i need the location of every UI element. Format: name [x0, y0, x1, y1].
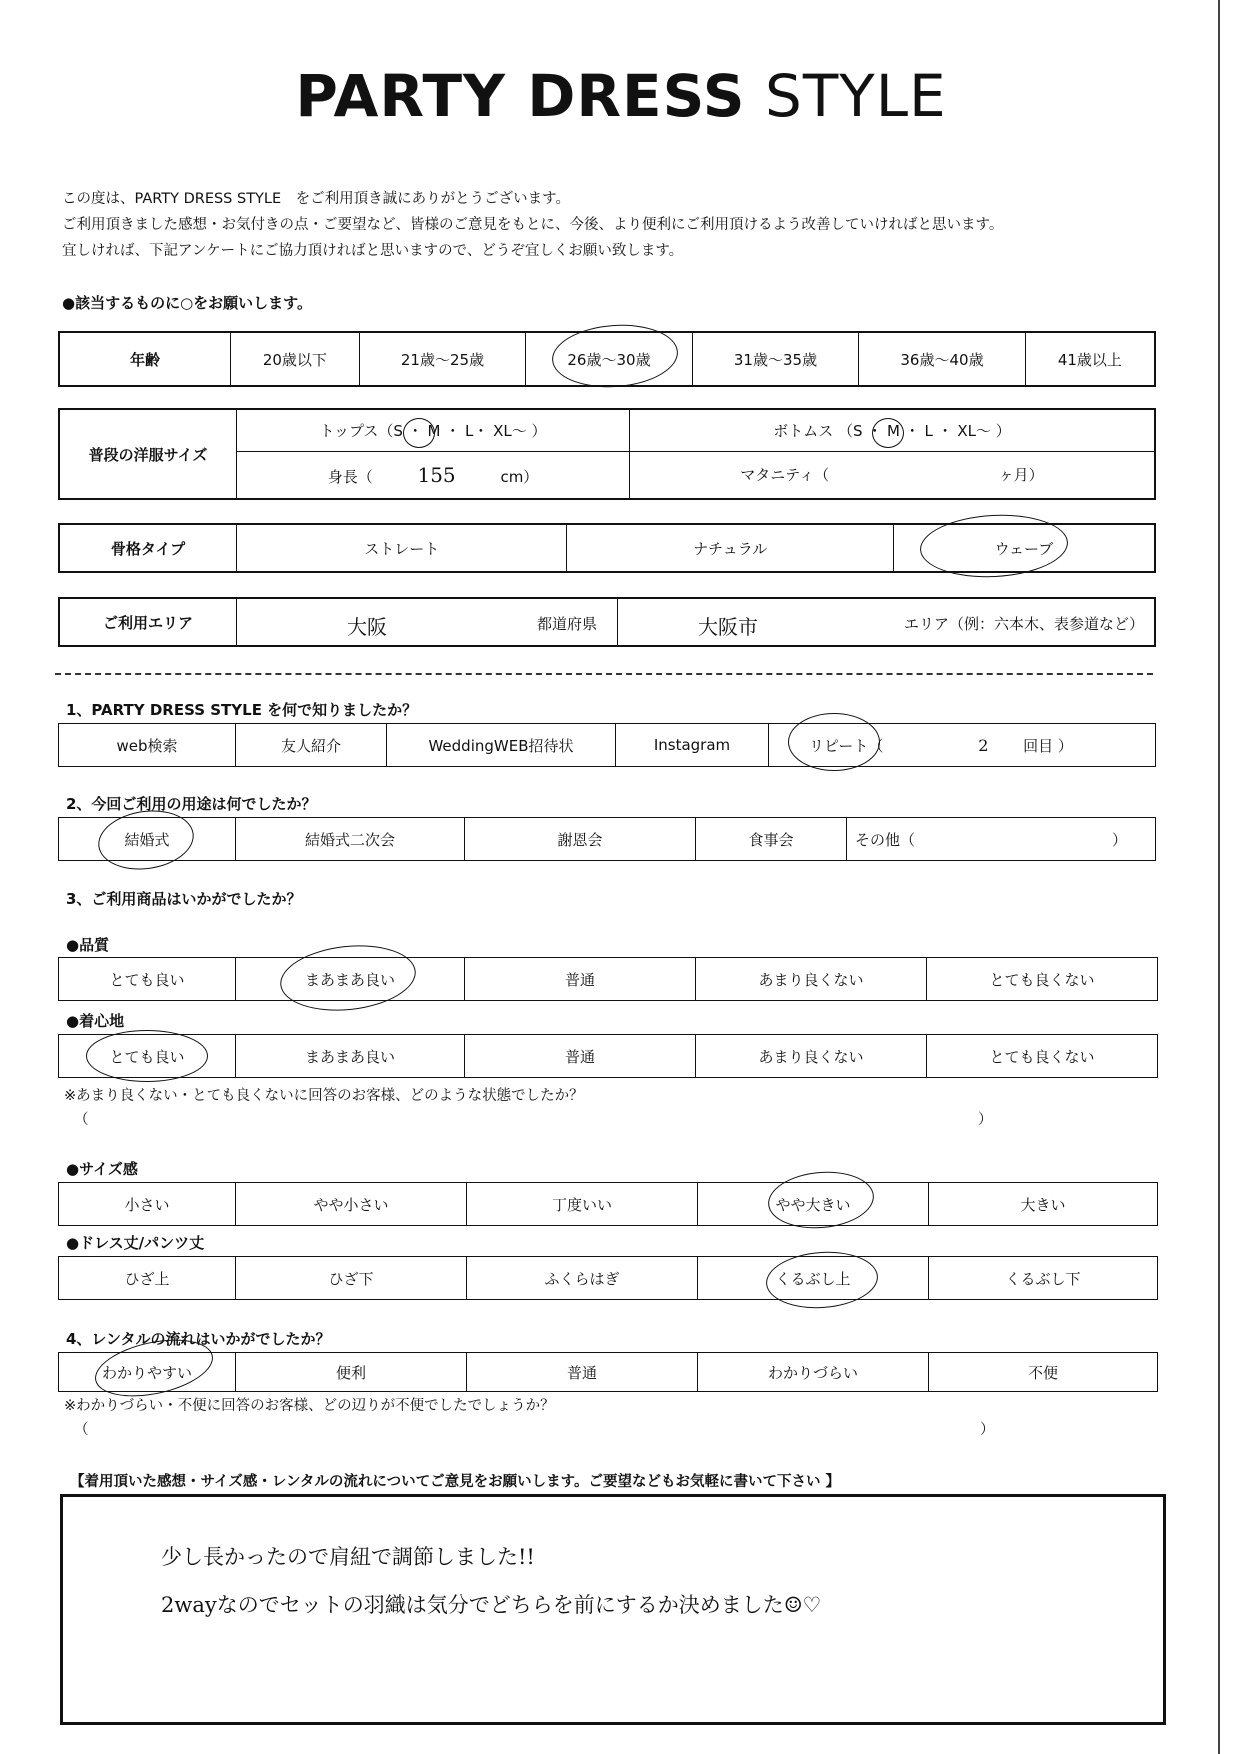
q4-title: 4、レンタルの流れはいかがでしたか？	[66, 1330, 331, 1348]
area-field[interactable]: 大阪市 エリア（例：六本木、表参道など）	[618, 598, 1156, 646]
quality-option[interactable]: とても良い	[59, 958, 236, 1001]
comment-line: 2wayなのでセットの羽織は気分でどちらを前にするか決めました☺♡	[161, 1593, 822, 1617]
size-feel-table	[58, 1182, 1158, 1226]
scan-edge-line	[1218, 0, 1220, 1754]
intro-line: この度は、PARTY DRESS STYLE をご利用頂き誠にありがとうございます。	[62, 191, 570, 207]
q4-option[interactable]: 普通	[467, 1353, 698, 1392]
instruction: ●該当するものに○をお願いします。	[62, 294, 312, 312]
comment-line: 少し長かったので肩紐で調節しました!!	[161, 1545, 535, 1569]
comment-box[interactable]	[60, 1494, 1166, 1725]
comfort-option[interactable]: まあまあ良い	[236, 1035, 465, 1078]
quality-label: ●品質	[66, 936, 110, 954]
prefecture-field[interactable]: 大阪 都道府県	[237, 598, 618, 646]
q4-option[interactable]: わかりやすい	[59, 1353, 236, 1392]
q1-option[interactable]: Instagram	[616, 724, 769, 767]
age-option[interactable]: 31歳～35歳	[692, 332, 859, 386]
height-value: 155	[417, 462, 456, 487]
area-label: ご利用エリア	[59, 598, 237, 646]
q4-option[interactable]: 不便	[929, 1353, 1158, 1392]
age-option[interactable]: 41歳以上	[1025, 332, 1155, 386]
q2-option[interactable]: 謝恩会	[465, 818, 696, 861]
comfort-label: ●着心地	[66, 1012, 125, 1030]
q3-title: 3、ご利用商品はいかがでしたか？	[66, 890, 302, 908]
intro-line: 宜しければ、下記アンケートにご協力頂ければと思いますので、どうぞ宜しくお願い致します。	[62, 243, 684, 259]
size-feel-option[interactable]: 小さい	[59, 1183, 236, 1226]
q1-table	[58, 723, 1156, 767]
bodytype-option[interactable]: ストレート	[237, 524, 567, 572]
paren-close: ）	[980, 1422, 995, 1438]
q2-title: 2、今回ご利用の用途は何でしたか？	[66, 795, 317, 813]
length-label: ●ドレス丈/パンツ丈	[66, 1234, 205, 1252]
page-title: PARTY DRESS STYLE	[295, 62, 947, 130]
comment-heading: 【着用頂いた感想・サイズ感・レンタルの流れについてご意見をお願いします。ご要望などもお気軽に書いて下さい 】	[70, 1474, 840, 1490]
q4-option[interactable]: わかりづらい	[698, 1353, 929, 1392]
q2-option[interactable]: 食事会	[696, 818, 847, 861]
bodytype-table	[58, 523, 1156, 573]
comfort-table	[58, 1034, 1158, 1078]
comfort-note: ※あまり良くない・とても良くないに回答のお客様、どのような状態でしたか？	[64, 1088, 584, 1104]
q1-title: 1、PARTY DRESS STYLE を何で知りましたか？	[66, 701, 418, 719]
tops-size[interactable]: トップス（S ・ M ・ L・ XL～ ）	[237, 409, 630, 451]
age-option[interactable]: 36歳～40歳	[859, 332, 1026, 386]
q4-note: ※わかりづらい・不便に回答のお客様、どの辺りが不便でしたでしょうか？	[64, 1398, 555, 1414]
intro-line: ご利用頂きました感想・お気付きの点・ご要望など、皆様のご意見をもとに、今後、より便利にご利用頂けるよう改善していければと思います。	[62, 217, 1004, 233]
paren-open: （	[74, 1112, 89, 1128]
length-option[interactable]: くるぶし下	[929, 1257, 1158, 1300]
comfort-option[interactable]: とても良くない	[927, 1035, 1158, 1078]
size-feel-option[interactable]: やや大きい	[698, 1183, 929, 1226]
age-label: 年齢	[59, 332, 231, 386]
bodytype-label: 骨格タイプ	[59, 524, 237, 572]
repeat-count: 2	[978, 735, 989, 755]
size-feel-label: ●サイズ感	[66, 1160, 138, 1178]
q2-table	[58, 817, 1156, 861]
comfort-option[interactable]: あまり良くない	[696, 1035, 927, 1078]
q1-option[interactable]: WeddingWEB招待状	[387, 724, 616, 767]
length-option[interactable]: ふくらはぎ	[467, 1257, 698, 1300]
size-feel-option[interactable]: 丁度いい	[467, 1183, 698, 1226]
length-option[interactable]: ひざ上	[59, 1257, 236, 1300]
size-table	[58, 408, 1156, 500]
city-value: 大阪市	[698, 615, 758, 639]
q1-option[interactable]: 友人紹介	[236, 724, 387, 767]
quality-option[interactable]: とても良くない	[927, 958, 1158, 1001]
height-field[interactable]: 身長（ 155 cm）	[237, 451, 630, 499]
size-label: 普段の洋服サイズ	[59, 409, 237, 499]
q4-table	[58, 1352, 1158, 1392]
length-option[interactable]: くるぶし上	[698, 1257, 929, 1300]
bottoms-size[interactable]: ボトムス （S ・ M ・ L ・ XL～ ）	[630, 409, 1156, 451]
q4-option[interactable]: 便利	[236, 1353, 467, 1392]
paren-open: （	[74, 1422, 89, 1438]
length-table	[58, 1256, 1158, 1300]
size-feel-option[interactable]: やや小さい	[236, 1183, 467, 1226]
prefecture-value: 大阪	[347, 615, 387, 639]
age-option[interactable]: 21歳～25歳	[359, 332, 526, 386]
size-feel-option[interactable]: 大きい	[929, 1183, 1158, 1226]
quality-option[interactable]: まあまあ良い	[236, 958, 465, 1001]
q1-option[interactable]: web検索	[59, 724, 236, 767]
intro-text	[62, 186, 1003, 264]
q2-option[interactable]: 結婚式	[59, 818, 236, 861]
q2-option-other[interactable]: その他（ ）	[847, 818, 1156, 861]
age-option[interactable]: 20歳以下	[231, 332, 360, 386]
maternity-field[interactable]: マタニティ（ ヶ月）	[630, 451, 1156, 499]
comfort-option[interactable]: とても良い	[59, 1035, 236, 1078]
quality-option[interactable]: 普通	[465, 958, 696, 1001]
q1-option-repeat[interactable]: リピート（ 2 回目 ）	[769, 724, 1156, 767]
divider	[55, 673, 1153, 675]
length-option[interactable]: ひざ下	[236, 1257, 467, 1300]
paren-close: ）	[978, 1112, 993, 1128]
age-option[interactable]: 26歳～30歳	[526, 332, 693, 386]
comfort-option[interactable]: 普通	[465, 1035, 696, 1078]
age-table	[58, 331, 1156, 387]
q2-option[interactable]: 結婚式二次会	[236, 818, 465, 861]
quality-option[interactable]: あまり良くない	[696, 958, 927, 1001]
bodytype-option[interactable]: ナチュラル	[567, 524, 894, 572]
quality-table	[58, 957, 1158, 1001]
bodytype-option[interactable]: ウェーブ	[893, 524, 1155, 572]
area-table	[58, 597, 1156, 647]
